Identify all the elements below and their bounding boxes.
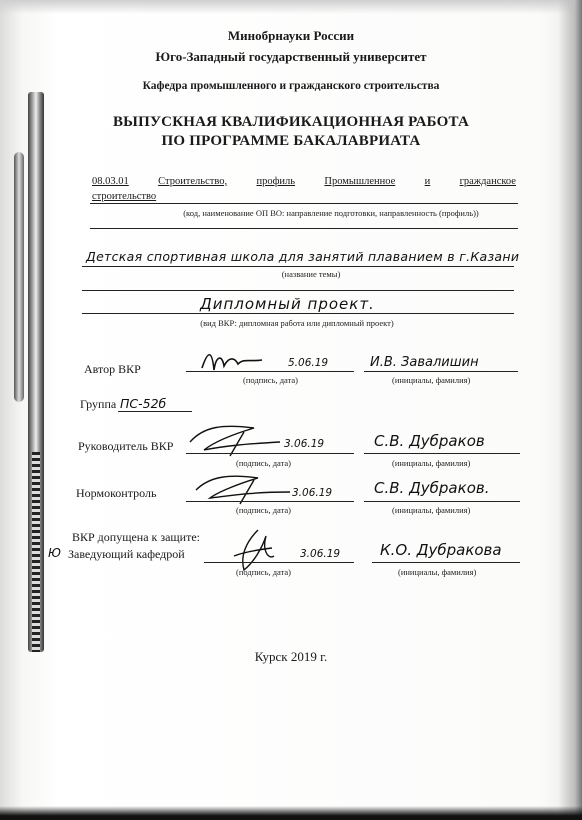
direction-line2: строительство [92,191,157,202]
supervisor-name: С.В. Дубраков [374,432,485,450]
author-name: И.В. Завалишин [370,355,479,370]
normcontrol-label: Нормоконтроль [76,486,157,500]
group-label: Группа [80,397,117,411]
group-value: ПС-52б [120,396,167,411]
direction-word: Промышленное [324,176,396,187]
supervisor-sign-caption: (подпись, дата) [236,458,292,468]
ministry-title: Минобрнауки России [227,28,355,43]
vkr-type-underline [82,313,514,314]
normcontrol-name-caption: (инициалы, фамилия) [392,505,471,515]
scan-top-edge [0,0,582,14]
scan-bottom-edge [0,806,582,820]
work-type-title-line2: ПО ПРОГРАММЕ БАКАЛАВРИАТА [161,133,421,149]
normcontrol-sign-caption: (подпись, дата) [236,505,292,515]
margin-mark: Ю [48,546,61,560]
normcontrol-sign-line [186,501,354,502]
head-name: К.О. Дубракова [380,541,502,559]
direction-line1 [92,176,516,187]
direction-underline [90,203,518,204]
direction-word: профиль [256,176,296,187]
vkr-type-value: Дипломный проект. [200,295,375,313]
normcontrol-name: С.В. Дубраков. [374,479,490,497]
department-name: Кафедра промышленного и гражданского строительства [142,80,440,92]
admission-sign-caption: (подпись, дата) [236,567,292,577]
supervisor-name-caption: (инициалы, фамилия) [392,458,471,468]
direction-caption: (код, наименование ОП ВО: направление подготовки, направленность (профиль)) [183,208,479,218]
author-sign-caption: (подпись, дата) [243,375,299,385]
direction-word: гражданское [459,176,516,187]
normcontrol-name-line [364,501,520,502]
group-underline [118,411,192,412]
topic-value: Детская спортивная школа для занятий плаванием в г.Казани [86,249,520,264]
supervisor-name-line [364,453,520,454]
supervisor-label: Руководитель ВКР [78,439,174,453]
vkr-type-caption: (вид ВКР: дипломная работа или дипломный проект) [200,318,394,328]
university-name: Юго-Западный государственный университет [155,49,427,64]
author-name-caption: (инициалы, фамилия) [392,375,471,385]
topic-caption: (название темы) [281,269,341,279]
binder-clip-teeth [32,452,40,652]
city-year: Курск 2019 г. [254,649,328,664]
normcontrol-date: 3.06.19 [292,487,333,499]
topic-underline [82,266,514,267]
head-of-department-label: Заведующий кафедрой [68,547,185,561]
supervisor-signature [184,420,294,460]
head-name-caption: (инициалы, фамилия) [398,567,477,577]
normcontrol-signature [192,466,302,506]
supervisor-sign-line [186,453,354,454]
author-date: 5.06.19 [288,357,329,369]
direction-code: 08.03.01 [92,176,129,187]
author-sign-line [186,371,354,372]
head-name-line [372,562,520,563]
direction-word: Строительство, [158,176,228,187]
binder-clip [14,92,58,652]
admission-sign-line [204,562,354,563]
direction-extra-line [90,228,518,229]
author-name-line [364,371,518,372]
author-label: Автор ВКР [84,362,141,376]
admission-label: ВКР допущена к защите: [72,530,200,544]
work-type-title-line1: ВЫПУСКНАЯ КВАЛИФИКАЦИОННАЯ РАБОТА [112,114,470,130]
topic-extra-line [82,290,514,291]
supervisor-date: 3.06.19 [284,438,325,450]
direction-word: и [424,176,431,187]
admission-date: 3.06.19 [300,548,341,560]
